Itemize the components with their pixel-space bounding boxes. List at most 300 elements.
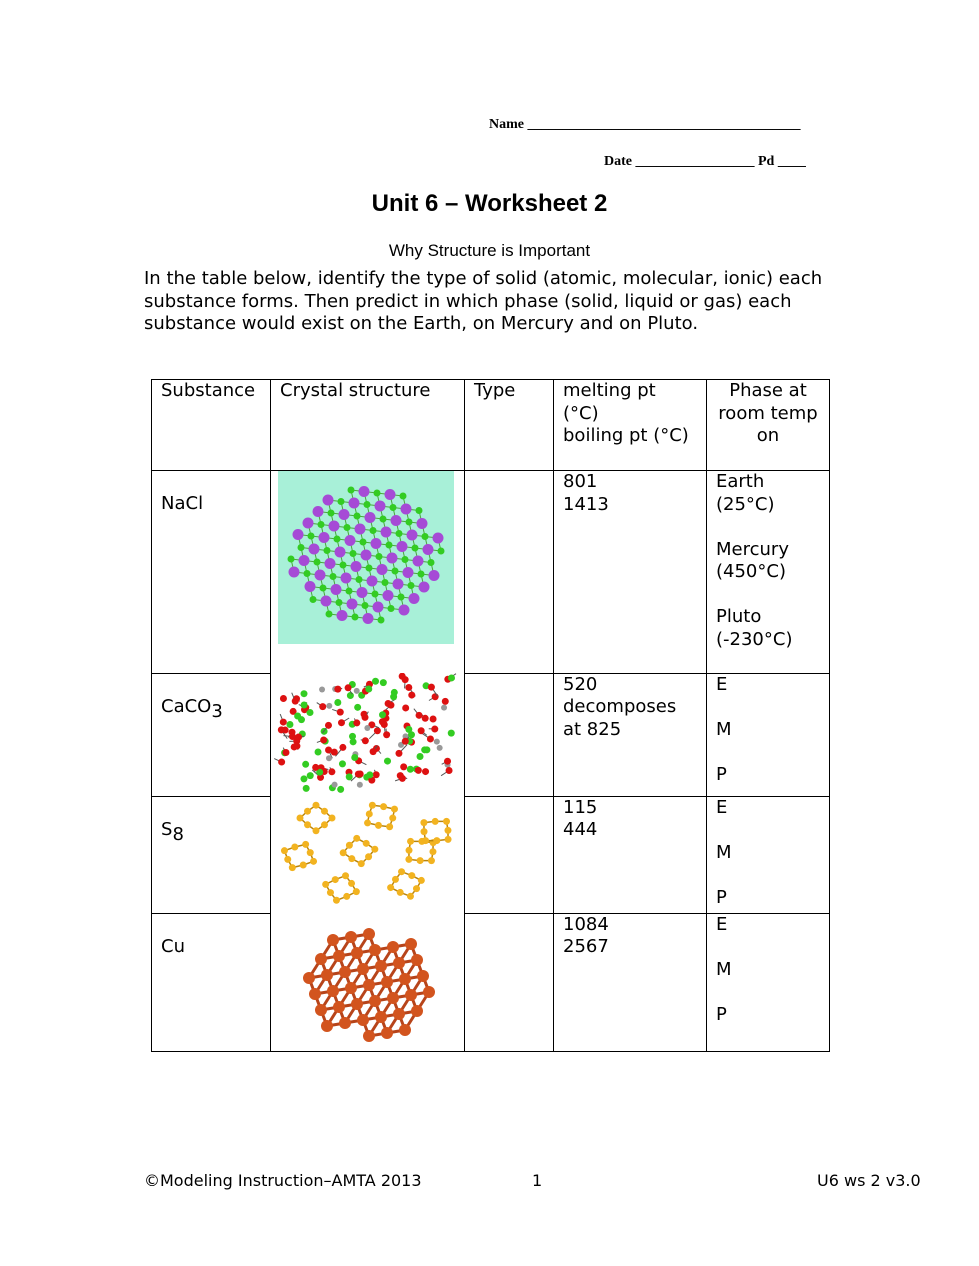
header-melt-boil bbox=[554, 380, 707, 471]
substance-cell bbox=[152, 796, 271, 913]
oxygen-atom bbox=[374, 727, 381, 734]
sodium-ion bbox=[401, 504, 412, 515]
table-row bbox=[152, 913, 830, 1052]
calcium-atom bbox=[334, 699, 341, 706]
oxygen-atom bbox=[383, 731, 390, 738]
oxygen-atom bbox=[339, 744, 346, 751]
phase-line: (450°C) bbox=[716, 561, 786, 582]
sulfur-atom bbox=[364, 819, 371, 826]
oxygen-atom bbox=[431, 726, 438, 733]
chloride-ion bbox=[400, 493, 407, 500]
oxygen-atom bbox=[370, 748, 377, 755]
phase-mercury: M bbox=[716, 841, 732, 863]
oxygen-atom bbox=[415, 767, 422, 774]
sodium-ion bbox=[365, 512, 376, 523]
phase-earth: E bbox=[716, 796, 728, 818]
carbon-atom bbox=[354, 688, 360, 694]
table-header-row bbox=[152, 380, 830, 471]
sulfur-atom bbox=[340, 849, 347, 856]
sulfur-atom bbox=[304, 808, 311, 815]
carbon-atom bbox=[364, 725, 370, 731]
chloride-ion bbox=[356, 576, 363, 583]
nacl-crystal-image bbox=[271, 471, 464, 673]
sulfur-atom bbox=[291, 844, 298, 851]
sulfur-atom bbox=[313, 802, 320, 809]
oxygen-atom bbox=[320, 736, 327, 743]
calcium-atom bbox=[372, 678, 379, 685]
sodium-ion bbox=[393, 579, 404, 590]
sodium-ion bbox=[305, 581, 316, 592]
sulfur-atom bbox=[387, 884, 394, 891]
chloride-ion bbox=[416, 507, 423, 514]
phase-cell bbox=[707, 913, 830, 1052]
header-type: Type bbox=[465, 380, 554, 471]
oxygen-atom bbox=[395, 750, 402, 757]
phase-pluto: P bbox=[716, 763, 727, 785]
sodium-ion bbox=[299, 555, 310, 566]
sodium-ion bbox=[319, 532, 330, 543]
calcium-atom bbox=[301, 701, 308, 708]
crystal-structure-cell bbox=[271, 471, 465, 674]
sodium-ion bbox=[337, 610, 348, 621]
type-answer-cell[interactable] bbox=[465, 673, 554, 796]
carbon-atom bbox=[319, 686, 325, 692]
sodium-ion bbox=[383, 590, 394, 601]
sulfur-atom bbox=[445, 836, 452, 843]
sulfur-atom bbox=[348, 855, 355, 862]
name-field[interactable] bbox=[489, 117, 801, 133]
sodium-ion bbox=[331, 584, 342, 595]
sulfur-atom bbox=[348, 880, 355, 887]
sulfur-atom bbox=[413, 885, 420, 892]
substance-cell bbox=[152, 673, 271, 796]
sulfur-atom bbox=[302, 841, 309, 848]
chloride-ion bbox=[314, 559, 321, 566]
oxygen-atom bbox=[442, 698, 449, 705]
sodium-ion bbox=[347, 599, 358, 610]
sodium-ion bbox=[399, 605, 410, 616]
chloride-ion bbox=[408, 582, 415, 589]
name-label: Name bbox=[489, 117, 524, 132]
sodium-ion bbox=[385, 489, 396, 500]
chloride-ion bbox=[392, 568, 399, 575]
chloride-ion bbox=[402, 556, 409, 563]
sulfur-atom bbox=[443, 818, 450, 825]
chloride-ion bbox=[344, 524, 351, 531]
melt-boil-cell bbox=[554, 673, 707, 796]
date-label: Date bbox=[604, 154, 632, 169]
sulfur-atom bbox=[289, 864, 296, 871]
carbon-atom bbox=[441, 705, 447, 711]
chloride-ion bbox=[324, 547, 331, 554]
calcium-atom bbox=[301, 690, 308, 697]
sulfur-atom bbox=[365, 853, 372, 860]
calcium-atom bbox=[349, 733, 356, 740]
sulfur-atom bbox=[321, 821, 328, 828]
sulfur-atom bbox=[428, 857, 435, 864]
type-answer-cell[interactable] bbox=[465, 913, 554, 1052]
header-bp-line: boiling pt (°C) bbox=[563, 425, 689, 446]
substance-cell bbox=[152, 471, 271, 674]
pd-line: ____ bbox=[777, 154, 806, 169]
calcium-atom bbox=[448, 674, 455, 681]
oxygen-atom bbox=[446, 767, 453, 774]
copper-atom bbox=[387, 941, 399, 953]
carbon-atom bbox=[434, 739, 440, 745]
chloride-ion bbox=[418, 571, 425, 578]
chloride-ion bbox=[340, 562, 347, 569]
date-period-field[interactable] bbox=[604, 154, 806, 170]
oxygen-atom bbox=[399, 775, 406, 782]
sulfur-atom bbox=[422, 837, 429, 844]
melting-point: 115 bbox=[563, 796, 598, 818]
type-answer-cell[interactable] bbox=[465, 471, 554, 674]
type-answer-cell[interactable] bbox=[465, 796, 554, 913]
header-mp-line2: (°C) bbox=[563, 402, 599, 424]
copper-atom bbox=[333, 950, 345, 962]
chloride-ion bbox=[438, 548, 445, 555]
calcium-atom bbox=[300, 775, 307, 782]
oxygen-atom bbox=[428, 684, 435, 691]
sodium-ion bbox=[407, 530, 418, 541]
calcium-atom bbox=[337, 786, 344, 793]
chloride-ion bbox=[422, 533, 429, 540]
chloride-ion bbox=[412, 545, 419, 552]
page-title: Unit 6 – Worksheet 2 bbox=[371, 190, 608, 217]
sulfur-atom bbox=[369, 802, 376, 809]
sulfur-atom bbox=[358, 860, 365, 867]
sodium-ion bbox=[321, 596, 332, 607]
sulfur-atom bbox=[366, 810, 373, 817]
calcium-atom bbox=[339, 760, 346, 767]
sodium-ion bbox=[339, 509, 350, 520]
substance-cell bbox=[152, 913, 271, 1052]
copper-atom bbox=[303, 972, 315, 984]
chloride-ion bbox=[346, 588, 353, 595]
sulfur-atom bbox=[407, 838, 414, 845]
oxygen-atom bbox=[422, 715, 429, 722]
sulfur-atom bbox=[420, 819, 427, 826]
sulfur-atom bbox=[421, 828, 428, 835]
date-line: _________________ bbox=[635, 154, 755, 169]
chloride-ion bbox=[320, 585, 327, 592]
phase-line: Pluto bbox=[716, 606, 762, 627]
calcium-atom bbox=[366, 771, 373, 778]
chloride-ion bbox=[380, 516, 387, 523]
crystal-structure-cell bbox=[271, 673, 465, 796]
sulfur-atom bbox=[333, 897, 340, 904]
sulfur-atom bbox=[343, 893, 350, 900]
sulfur-atom bbox=[407, 893, 414, 900]
chloride-ion bbox=[336, 599, 343, 606]
sodium-ion bbox=[397, 541, 408, 552]
calcium-atom bbox=[307, 772, 314, 779]
cu-crystal-image bbox=[271, 913, 464, 1051]
oxygen-atom bbox=[282, 749, 289, 756]
sulfur-atom bbox=[405, 856, 412, 863]
oxygen-atom bbox=[385, 700, 392, 707]
sulfur-atom bbox=[297, 815, 304, 822]
sodium-ion bbox=[419, 582, 430, 593]
copper-atom bbox=[375, 1011, 387, 1023]
phase-line: (-230°C) bbox=[716, 628, 793, 650]
calcium-atom bbox=[417, 753, 424, 760]
copper-atom bbox=[315, 1004, 327, 1016]
chloride-ion bbox=[386, 542, 393, 549]
phase-pluto: P bbox=[716, 1003, 727, 1025]
sodium-ion bbox=[313, 506, 324, 517]
substance-table bbox=[151, 379, 830, 1052]
calcium-atom bbox=[286, 721, 293, 728]
oxygen-atom bbox=[319, 703, 326, 710]
copper-atom bbox=[321, 1020, 333, 1032]
chloride-ion bbox=[362, 602, 369, 609]
phase-mercury: M bbox=[716, 718, 732, 740]
copper-atom bbox=[393, 957, 405, 969]
sulfur-atom bbox=[417, 857, 424, 864]
calcium-atom bbox=[384, 758, 391, 765]
copper-atom bbox=[333, 1001, 345, 1013]
chloride-ion bbox=[360, 539, 367, 546]
chloride-ion bbox=[378, 617, 385, 624]
copper-atom bbox=[357, 1014, 369, 1026]
sodium-ion bbox=[303, 518, 314, 529]
oxygen-atom bbox=[399, 673, 406, 680]
melting-point: 801 bbox=[563, 471, 598, 492]
chloride-ion bbox=[310, 596, 317, 603]
sulfur-atom bbox=[304, 821, 311, 828]
chloride-ion bbox=[304, 570, 311, 577]
footer-page-number: 1 bbox=[532, 1171, 543, 1190]
copper-atom bbox=[321, 969, 333, 981]
carbon-atom bbox=[437, 745, 443, 751]
sulfur-atom bbox=[353, 835, 360, 842]
sodium-ion bbox=[329, 521, 340, 532]
copper-atom bbox=[309, 988, 321, 1000]
calcium-atom bbox=[303, 785, 310, 792]
copper-atom bbox=[327, 985, 339, 997]
calcium-atom bbox=[379, 711, 386, 718]
sulfur-atom bbox=[429, 848, 436, 855]
oxygen-atom bbox=[334, 686, 341, 693]
calcium-atom bbox=[407, 766, 414, 773]
calcium-atom bbox=[294, 712, 301, 719]
chloride-ion bbox=[376, 553, 383, 560]
s8-crystal-image bbox=[271, 796, 464, 913]
sulfur-atom bbox=[363, 840, 370, 847]
sodium-ion bbox=[289, 567, 300, 578]
copper-atom bbox=[369, 995, 381, 1007]
chloride-ion bbox=[428, 559, 435, 566]
melt-boil-cell bbox=[554, 796, 707, 913]
oxygen-atom bbox=[292, 698, 299, 705]
melt-boil-cell bbox=[554, 913, 707, 1052]
oxygen-atom bbox=[280, 719, 287, 726]
copper-atom bbox=[423, 986, 435, 998]
oxygen-atom bbox=[400, 763, 407, 770]
oxygen-atom bbox=[278, 759, 285, 766]
chloride-ion bbox=[390, 504, 397, 511]
sulfur-atom bbox=[284, 856, 291, 863]
sulfur-atom bbox=[380, 803, 387, 810]
chloride-ion bbox=[350, 550, 357, 557]
sodium-ion bbox=[377, 564, 388, 575]
sulfur-atom bbox=[310, 858, 317, 865]
chloride-ion bbox=[372, 591, 379, 598]
calcium-atom bbox=[380, 679, 387, 686]
sodium-ion bbox=[355, 524, 366, 535]
calcium-atom bbox=[354, 704, 361, 711]
sulfur-atom bbox=[281, 847, 288, 854]
oxygen-atom bbox=[280, 695, 287, 702]
chloride-ion bbox=[374, 490, 381, 497]
oxygen-atom bbox=[408, 692, 415, 699]
oxygen-atom bbox=[362, 714, 369, 721]
copper-atom bbox=[327, 934, 339, 946]
table-row bbox=[152, 796, 830, 913]
substance-subscript: 8 bbox=[172, 823, 184, 845]
copper-atom bbox=[357, 963, 369, 975]
copper-atom bbox=[315, 953, 327, 965]
oxygen-atom bbox=[328, 768, 335, 775]
oxygen-atom bbox=[325, 722, 332, 729]
sodium-ion bbox=[413, 556, 424, 567]
copper-atom bbox=[411, 1005, 423, 1017]
sulfur-atom bbox=[346, 842, 353, 849]
copper-atom bbox=[351, 947, 363, 959]
substance-name: Cu bbox=[161, 935, 185, 957]
copper-atom bbox=[375, 960, 387, 972]
phase-line: Mercury bbox=[716, 538, 789, 560]
sulfur-atom bbox=[307, 849, 314, 856]
chloride-ion bbox=[396, 530, 403, 537]
phase-earth: E bbox=[716, 913, 728, 935]
oxygen-atom bbox=[338, 719, 345, 726]
phase-line: Earth bbox=[716, 471, 765, 492]
chloride-ion bbox=[288, 556, 295, 563]
oxygen-atom bbox=[381, 721, 388, 728]
sulfur-atom bbox=[391, 806, 398, 813]
chloride-ion bbox=[382, 579, 389, 586]
sodium-ion bbox=[335, 547, 346, 558]
sodium-ion bbox=[381, 527, 392, 538]
chloride-ion bbox=[298, 544, 305, 551]
copper-atom bbox=[345, 982, 357, 994]
footer-copyright: ©Modeling Instruction–AMTA 2013 bbox=[144, 1171, 422, 1190]
sodium-ion bbox=[309, 544, 320, 555]
melting-point: 520 bbox=[563, 673, 598, 695]
sodium-ion bbox=[371, 538, 382, 549]
sulfur-atom bbox=[371, 846, 378, 853]
oxygen-atom bbox=[405, 684, 412, 691]
carbon-atom bbox=[332, 782, 338, 788]
copper-atom bbox=[381, 976, 393, 988]
oxygen-atom bbox=[337, 709, 344, 716]
copper-atom bbox=[345, 931, 357, 943]
calcium-atom bbox=[390, 693, 397, 700]
carbon-atom bbox=[357, 782, 363, 788]
sodium-ion bbox=[349, 498, 360, 509]
sulfur-atom bbox=[444, 827, 451, 834]
sodium-ion bbox=[417, 518, 428, 529]
boiling-point: 2567 bbox=[563, 936, 609, 957]
name-line: _______________________________________ bbox=[527, 117, 801, 132]
sulfur-atom bbox=[418, 877, 425, 884]
boiling-point: decomposes bbox=[563, 696, 677, 717]
sodium-ion bbox=[375, 501, 386, 512]
phase-pluto: P bbox=[716, 886, 727, 908]
sulfur-atom bbox=[327, 889, 334, 896]
sulfur-atom bbox=[392, 876, 399, 883]
sulfur-atom bbox=[321, 808, 328, 815]
chloride-ion bbox=[338, 498, 345, 505]
sulfur-atom bbox=[300, 861, 307, 868]
header-structure: Crystal structure bbox=[271, 380, 465, 471]
oxygen-atom bbox=[422, 768, 429, 775]
chloride-ion bbox=[388, 605, 395, 612]
substance-name: CaCO bbox=[161, 695, 212, 717]
melting-point: 1084 bbox=[563, 913, 609, 935]
sulfur-atom bbox=[433, 837, 440, 844]
oxygen-atom bbox=[427, 735, 434, 742]
sodium-ion bbox=[433, 533, 444, 544]
sulfur-atom bbox=[375, 822, 382, 829]
copper-atom bbox=[363, 928, 375, 940]
copper-atom bbox=[405, 989, 417, 1001]
oxygen-atom bbox=[362, 737, 369, 744]
oxygen-atom bbox=[444, 758, 451, 765]
boiling-point: 1413 bbox=[563, 493, 609, 515]
sodium-ion bbox=[315, 570, 326, 581]
boiling-point: 444 bbox=[563, 819, 598, 840]
oxygen-atom bbox=[345, 684, 352, 691]
chloride-ion bbox=[348, 487, 355, 494]
sulfur-atom bbox=[432, 818, 439, 825]
sulfur-atom bbox=[329, 815, 336, 822]
chloride-ion bbox=[328, 510, 335, 517]
copper-atom bbox=[405, 938, 417, 950]
chloride-ion bbox=[406, 519, 413, 526]
page-subtitle: Why Structure is Important bbox=[388, 241, 591, 260]
chloride-ion bbox=[330, 573, 337, 580]
header-phase: Phase at room temp on bbox=[707, 380, 830, 471]
sodium-ion bbox=[325, 558, 336, 569]
oxygen-atom bbox=[331, 749, 338, 756]
chloride-ion bbox=[308, 533, 315, 540]
oxygen-atom bbox=[402, 738, 409, 745]
copper-atom bbox=[417, 970, 429, 982]
carbon-atom bbox=[326, 703, 332, 709]
header-substance: Substance bbox=[152, 380, 271, 471]
chloride-ion bbox=[326, 611, 333, 618]
substance-subscript: 3 bbox=[211, 700, 223, 722]
sodium-ion bbox=[293, 529, 304, 540]
copper-atom bbox=[339, 1017, 351, 1029]
sodium-ion bbox=[373, 602, 384, 613]
caco3-crystal-image bbox=[271, 673, 464, 796]
carbon-atom bbox=[326, 755, 332, 761]
sodium-ion bbox=[361, 550, 372, 561]
sodium-ion bbox=[409, 593, 420, 604]
copper-atom bbox=[363, 1030, 375, 1042]
sodium-ion bbox=[367, 576, 378, 587]
chloride-ion bbox=[366, 565, 373, 572]
sulfur-atom bbox=[408, 872, 415, 879]
copper-atom bbox=[393, 1008, 405, 1020]
instructions: In the table below, identify the type of solid (atomic, molecular, ionic) each substance forms. Then predict in which phase (solid, liquid or gas) each substance would exist on the Earth, on Mercury and on Pluto. bbox=[144, 268, 823, 334]
sodium-ion bbox=[403, 567, 414, 578]
sulfur-atom bbox=[332, 876, 339, 883]
